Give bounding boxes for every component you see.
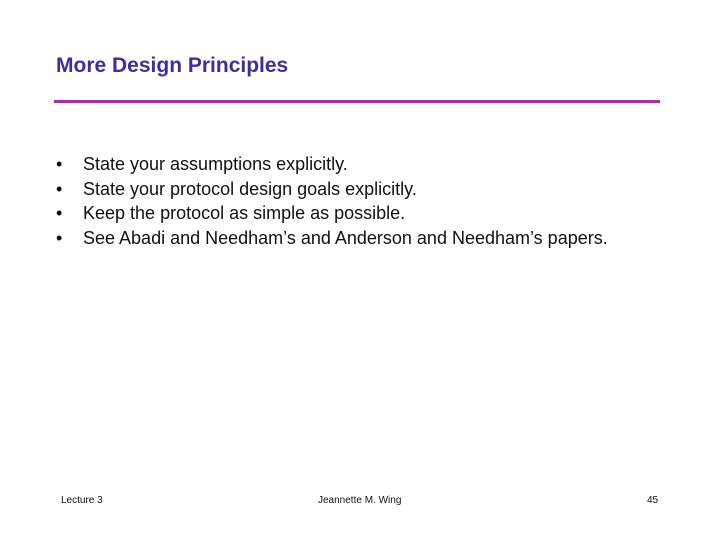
bullet-marker: •	[56, 203, 63, 223]
bullet-item	[56, 226, 656, 251]
slide-title: More Design Principles	[56, 54, 289, 77]
bullet-text: State your protocol design goals explicitly.	[83, 178, 417, 199]
bullet-text: Keep the protocol as simple as possible.	[83, 203, 406, 223]
footer-page-number: 45	[647, 495, 659, 506]
bullet-list	[56, 152, 656, 250]
title-underline	[54, 100, 660, 103]
bullet-text: State your assumptions explicitly.	[83, 154, 348, 174]
bullet-item	[56, 152, 656, 177]
footer-lecture-label: Lecture 3	[61, 495, 103, 506]
bullet-item	[56, 201, 656, 226]
bullet-text: See Abadi and Needham’s and Anderson and Needham’s papers.	[83, 227, 608, 248]
bullet-marker: •	[56, 154, 63, 174]
bullet-marker: •	[56, 178, 63, 199]
bullet-item	[56, 177, 656, 202]
bullet-marker: •	[56, 227, 63, 248]
footer-author: Jeannette M. Wing	[318, 495, 402, 506]
